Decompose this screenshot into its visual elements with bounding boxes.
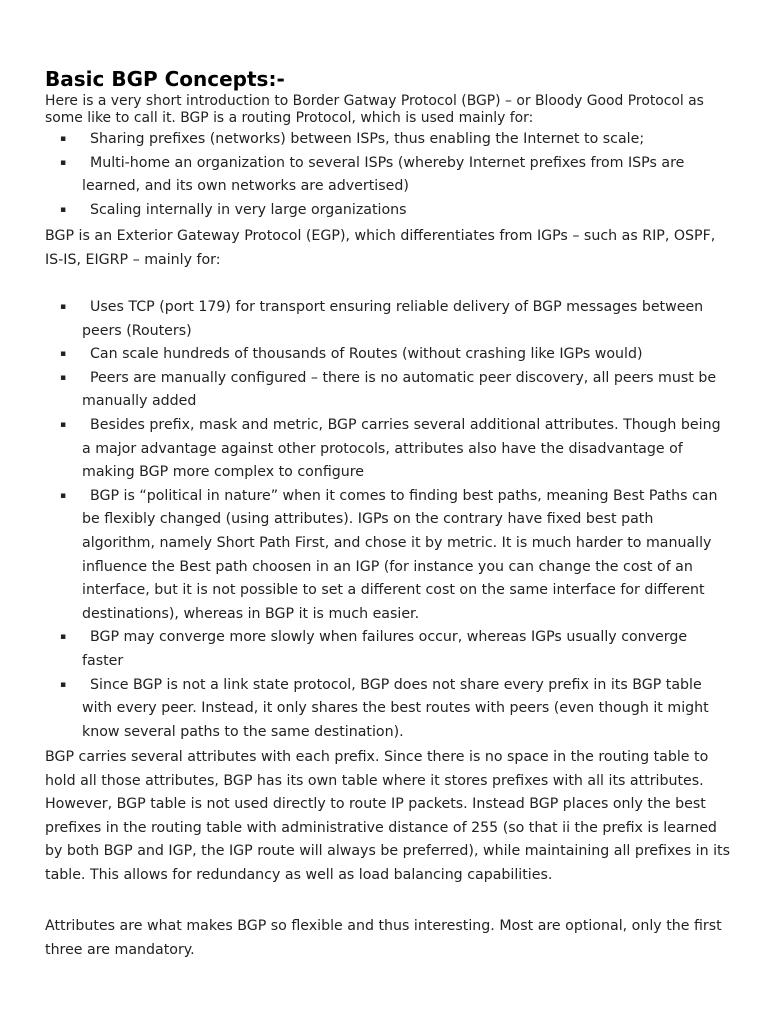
list-item xyxy=(0,485,768,627)
bullet-icon: ▪ xyxy=(60,679,67,690)
bullet-icon: ▪ xyxy=(60,204,67,215)
bullet-icon: ▪ xyxy=(60,490,67,501)
list-item-text: BGP is “political in nature” when it comes to finding best paths, meaning Best Paths can be flexibly changed (using attributes). IGPs on the contrary have fixed best path algorithm, namely Short Path First, and chose it by metric. It is much harder to manually influence the Best path choosen in an IGP (for instance you can change the cost of an interface, but it is not possible to set a different cost on the same interface for different destinations), whereas in BGP it is much easier. xyxy=(82,487,718,622)
document-title: Basic BGP Concepts:- xyxy=(45,67,285,91)
bullet-icon: ▪ xyxy=(60,134,67,144)
list-item xyxy=(0,414,768,485)
list-item xyxy=(0,296,768,343)
attributes-paragraph: Attributes are what makes BGP so flexible and thus interesting. Most are optional, only the first three are mandatory. xyxy=(45,918,722,958)
bullet-icon: ▪ xyxy=(60,419,67,430)
list-item-text: Multi-home an organization to several ISPs (whereby Internet prefixes from ISPs are learned, and its own networks are advertised) xyxy=(82,154,685,195)
list-item-text: Besides prefix, mask and metric, BGP carries several additional attributes. Though being a major advantage against other protocols, attributes also have the disadvantage of making BGP more complex to configure xyxy=(82,416,721,481)
list-item-text: Can scale hundreds of thousands of Routes (without crashing like IGPs would) xyxy=(90,346,643,363)
intro-paragraph: Here is a very short introduction to Border Gatway Protocol (BGP) – or Bloody Good Protocol as some like to call it. BGP is a routing Protocol, which is used mainly for: xyxy=(45,93,704,126)
list-item xyxy=(0,367,768,414)
bullet-icon: ▪ xyxy=(60,349,67,360)
egp-paragraph: BGP is an Exterior Gateway Protocol (EGP), which differentiates from IGPs – such as RIP, OSPF, IS-IS, EIGRP – mainly for: xyxy=(45,228,716,268)
bullet-icon: ▪ xyxy=(60,157,67,168)
bullet-icon: ▪ xyxy=(60,372,67,383)
list-item xyxy=(0,674,768,745)
list-item xyxy=(0,152,768,199)
list-item-text: Uses TCP (port 179) for transport ensuring reliable delivery of BGP messages between peers (Routers) xyxy=(82,299,704,339)
list-item xyxy=(0,343,768,367)
list-item-text: Peers are manually configured – there is no automatic peer discovery, all peers must be manually added xyxy=(82,369,717,410)
bgp-features-list xyxy=(0,296,768,744)
list-item xyxy=(0,199,768,223)
list-item-text: Scaling internally in very large organizations xyxy=(90,201,407,218)
bgp-table-paragraph: BGP carries several attributes with each prefix. Since there is no space in the routing table to hold all those attributes, BGP has its own table where it stores prefixes with all its attributes. However, BGP table is not used directly to route IP packets. Instead BGP places only the best prefixes in the routing table with administrative distance of 255 (so that ii the prefix is learned by both BGP and IGP, the IGP route will always be preferred), while maintaining all prefixes in its table. This allows for redundancy as well as load balancing capabilities. xyxy=(45,749,730,883)
bullet-icon: ▪ xyxy=(60,302,67,312)
list-item xyxy=(0,626,768,673)
list-item-text: Sharing prefixes (networks) between ISPs, thus enabling the Internet to scale; xyxy=(90,131,645,147)
list-item xyxy=(0,128,768,152)
list-item-text: Since BGP is not a link state protocol, BGP does not share every prefix in its BGP table with every peer. Instead, it only shares the best routes with peers (even though it might know several paths to the same destination). xyxy=(82,676,709,740)
bullet-icon: ▪ xyxy=(60,632,67,643)
list-item-text: BGP may converge more slowly when failures occur, whereas IGPs usually converge faster xyxy=(82,629,688,669)
bgp-uses-list xyxy=(0,128,768,222)
